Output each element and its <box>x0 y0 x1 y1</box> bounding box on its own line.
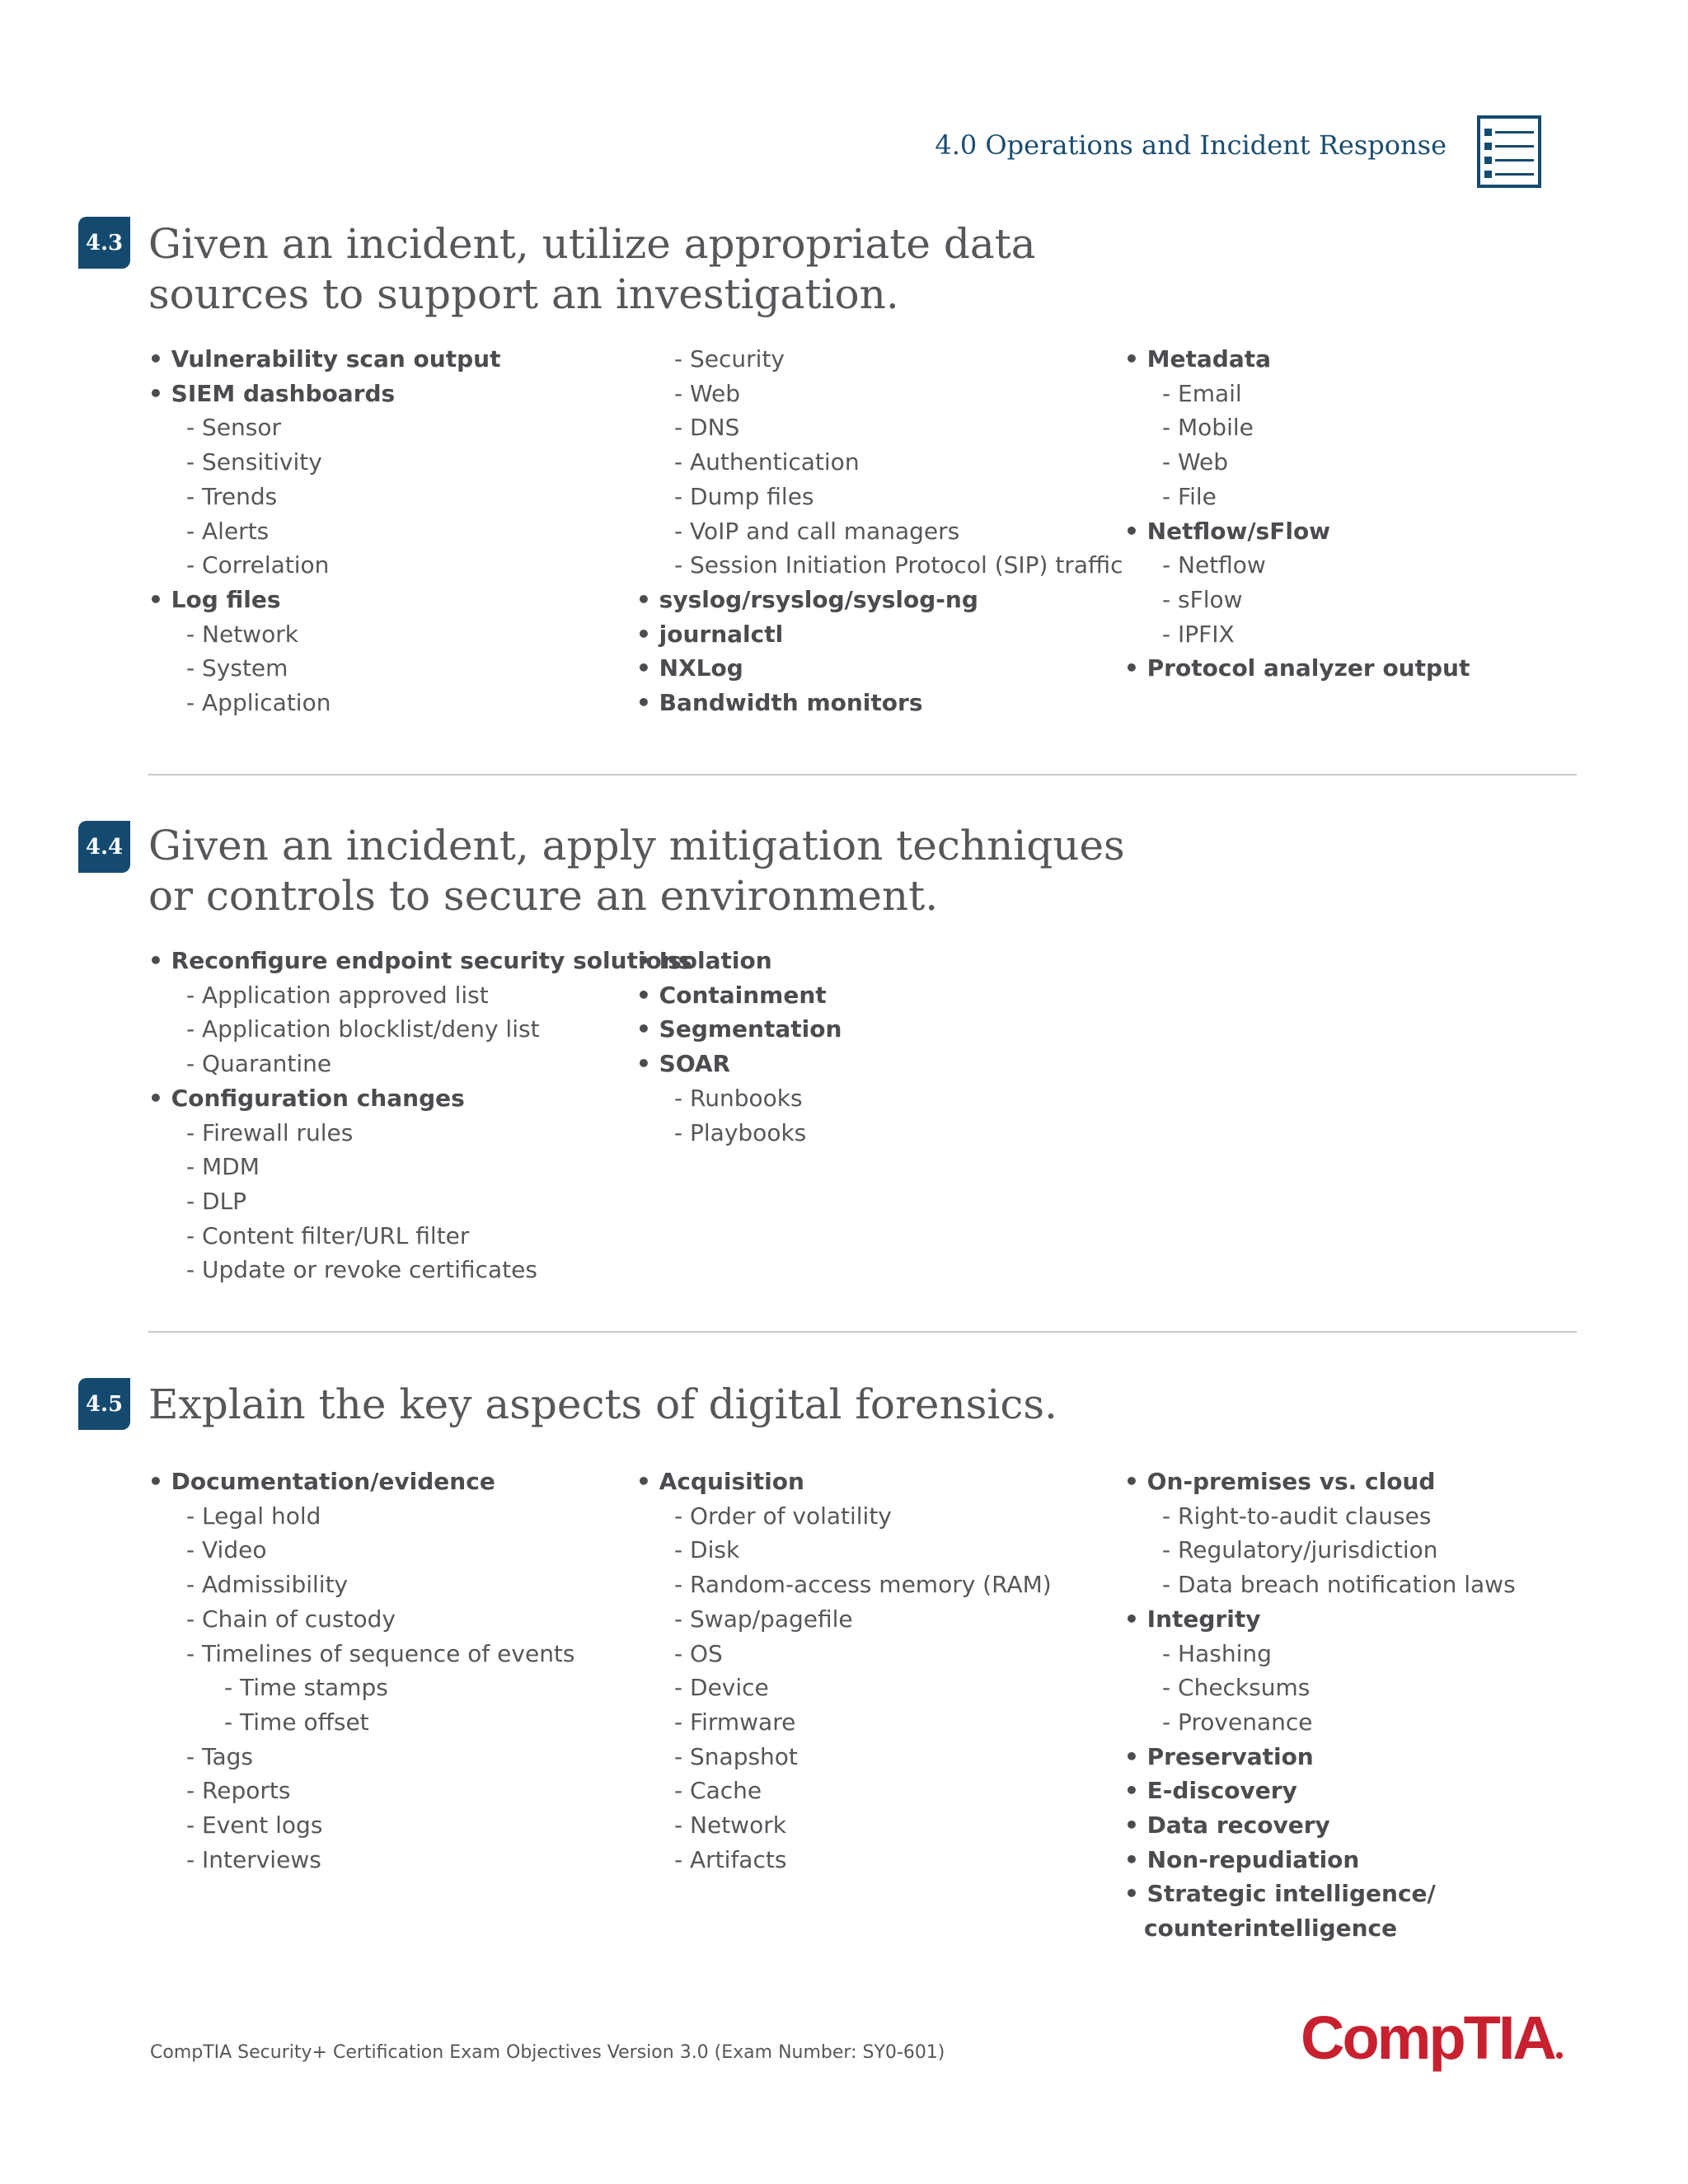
header-title: 4.0 Operations and Incident Response <box>935 129 1447 161</box>
list-subitem: - Video <box>148 1533 575 1568</box>
list-subitem: - Data breach notification laws <box>1124 1568 1516 1602</box>
list-item: • Vulnerability scan output <box>148 342 500 377</box>
list-subitem: - Content filter/URL filter <box>148 1219 692 1254</box>
section-title-line-2: sources to support an investigation. <box>148 270 899 318</box>
list-item: • Isolation <box>636 944 842 978</box>
footer-text: CompTIA Security+ Certification Exam Objectives Version 3.0 (Exam Number: SY0-601) <box>150 2042 945 2063</box>
list-subitem: - System <box>148 651 500 686</box>
list-item: • Non-repudiation <box>1124 1843 1516 1877</box>
list-subitem: - Firewall rules <box>148 1116 692 1151</box>
list-subitem: - Mobile <box>1124 410 1470 445</box>
list-item-continuation: counterintelligence <box>1144 1915 1398 1943</box>
list-subitem: - Sensor <box>148 410 500 445</box>
list-item: • Strategic intelligence/ <box>1124 1877 1516 1911</box>
list-subitem: - Web <box>1124 445 1470 480</box>
list-subitem: - Reports <box>148 1774 575 1808</box>
list-item: • SIEM dashboards <box>148 377 500 411</box>
list-subitem: - Correlation <box>148 548 500 583</box>
list-subitem: - Swap/pagefile <box>636 1602 1052 1637</box>
objective-list-col-1 <box>148 944 692 1287</box>
objective-list-col-2 <box>636 342 1123 720</box>
list-item: • Netflow/sFlow <box>1124 514 1470 549</box>
list-subitem: - Artifacts <box>636 1843 1052 1877</box>
section-number-badge: 4.3 <box>78 217 130 269</box>
list-subitem: - Regulatory/jurisdiction <box>1124 1533 1516 1568</box>
section-title-line-2: or controls to secure an environment. <box>148 872 939 920</box>
list-subitem: - File <box>1124 480 1470 514</box>
list-subitem: - Email <box>1124 377 1470 411</box>
list-subitem: - Trends <box>148 480 500 514</box>
list-item: • Containment <box>636 978 842 1013</box>
list-subitem: - Checksums <box>1124 1671 1516 1705</box>
list-subitem: - Web <box>636 377 1123 411</box>
section-divider <box>148 1331 1577 1333</box>
list-subitem: - Firmware <box>636 1705 1052 1740</box>
list-item: • journalctl <box>636 617 1123 652</box>
list-subitem: - Event logs <box>148 1808 575 1843</box>
objective-list-col-2 <box>636 944 842 1150</box>
comptia-logo <box>1301 2003 1564 2077</box>
section-number-badge: 4.4 <box>78 821 130 873</box>
list-subitem: - Network <box>636 1808 1052 1843</box>
list-item: • Integrity <box>1124 1602 1516 1637</box>
list-subitem: - Provenance <box>1124 1705 1516 1740</box>
section-title <box>148 1380 1057 1430</box>
section-title <box>148 821 1125 921</box>
list-subitem: - Sensitivity <box>148 445 500 480</box>
list-subitem: - Netflow <box>1124 548 1470 583</box>
list-item: • Protocol analyzer output <box>1124 651 1470 686</box>
list-item: • Configuration changes <box>148 1081 692 1116</box>
section-title-line-1: Explain the key aspects of digital forensics. <box>148 1380 1057 1428</box>
objective-list-col-1 <box>148 1465 575 1877</box>
list-subitem: - OS <box>636 1637 1052 1671</box>
list-item: • SOAR <box>636 1047 842 1081</box>
list-subitem: - Right-to-audit clauses <box>1124 1499 1516 1534</box>
comptia-logo-text: CompTIA <box>1301 2004 1554 2072</box>
list-subitem: - Authentication <box>636 445 1123 480</box>
list-subitem: - Application <box>148 686 500 720</box>
section-title-line-1: Given an incident, apply mitigation techniques <box>148 822 1125 869</box>
list-subitem: - Dump files <box>636 480 1123 514</box>
list-item: • On-premises vs. cloud <box>1124 1465 1516 1499</box>
list-subitem: - Application approved list <box>148 978 692 1013</box>
list-subitem: - Tags <box>148 1740 575 1774</box>
list-subitem: - Admissibility <box>148 1568 575 1602</box>
list-subitem: - Application blocklist/deny list <box>148 1012 692 1047</box>
list-subitem: - Cache <box>636 1774 1052 1808</box>
list-subsubitem: - Time stamps <box>148 1671 575 1705</box>
section-title <box>148 219 1036 320</box>
list-subitem: - Update or revoke certificates <box>148 1253 692 1287</box>
list-item: • Segmentation <box>636 1012 842 1047</box>
objective-list-col-3 <box>1124 1465 1516 1946</box>
objective-list-col-2 <box>636 1465 1052 1877</box>
list-item: • Acquisition <box>636 1465 1052 1499</box>
list-item: • Documentation/evidence <box>148 1465 575 1499</box>
objective-list-col-1 <box>148 342 500 720</box>
list-subitem: - IPFIX <box>1124 617 1470 652</box>
list-subitem: - Interviews <box>148 1843 575 1877</box>
list-subitem: - Runbooks <box>636 1081 842 1116</box>
list-subitem: - DLP <box>148 1184 692 1219</box>
list-item: • Log files <box>148 583 500 617</box>
list-subitem: - Hashing <box>1124 1637 1516 1671</box>
list-subitem: - MDM <box>148 1150 692 1184</box>
list-item: • Data recovery <box>1124 1808 1516 1843</box>
list-subitem: - Playbooks <box>636 1116 842 1151</box>
list-item: • NXLog <box>636 651 1123 686</box>
list-subitem: - Snapshot <box>636 1740 1052 1774</box>
list-item: • Preservation <box>1124 1740 1516 1774</box>
list-subitem: - sFlow <box>1124 583 1470 617</box>
list-subitem: - DNS <box>636 410 1123 445</box>
objective-list-col-3 <box>1124 342 1470 686</box>
list-item: • Reconfigure endpoint security solutions <box>148 944 692 978</box>
list-subsubitem: - Time offset <box>148 1705 575 1740</box>
list-subitem: - Order of volatility <box>636 1499 1052 1534</box>
list-subitem: - Legal hold <box>148 1499 575 1534</box>
section-divider <box>148 774 1577 776</box>
list-subitem: - Disk <box>636 1533 1052 1568</box>
list-subitem: - Alerts <box>148 514 500 549</box>
list-item: • Metadata <box>1124 342 1470 377</box>
list-subitem: - Session Initiation Protocol (SIP) traffic <box>636 548 1123 583</box>
list-item: • syslog/rsyslog/syslog-ng <box>636 583 1123 617</box>
list-subitem: - Quarantine <box>148 1047 692 1081</box>
list-item: • E-discovery <box>1124 1774 1516 1808</box>
list-subitem: - Random-access memory (RAM) <box>636 1568 1052 1602</box>
section-number-badge: 4.5 <box>78 1378 130 1430</box>
list-subitem: - Network <box>148 617 500 652</box>
list-subitem: - Chain of custody <box>148 1602 575 1637</box>
list-subitem: - Device <box>636 1671 1052 1705</box>
list-subitem: - Timelines of sequence of events <box>148 1637 575 1671</box>
section-title-line-1: Given an incident, utilize appropriate data <box>148 220 1036 268</box>
list-subitem: - VoIP and call managers <box>636 514 1123 549</box>
list-icon <box>1477 115 1541 188</box>
list-item: • Bandwidth monitors <box>636 686 1123 720</box>
list-subitem: - Security <box>636 342 1123 377</box>
